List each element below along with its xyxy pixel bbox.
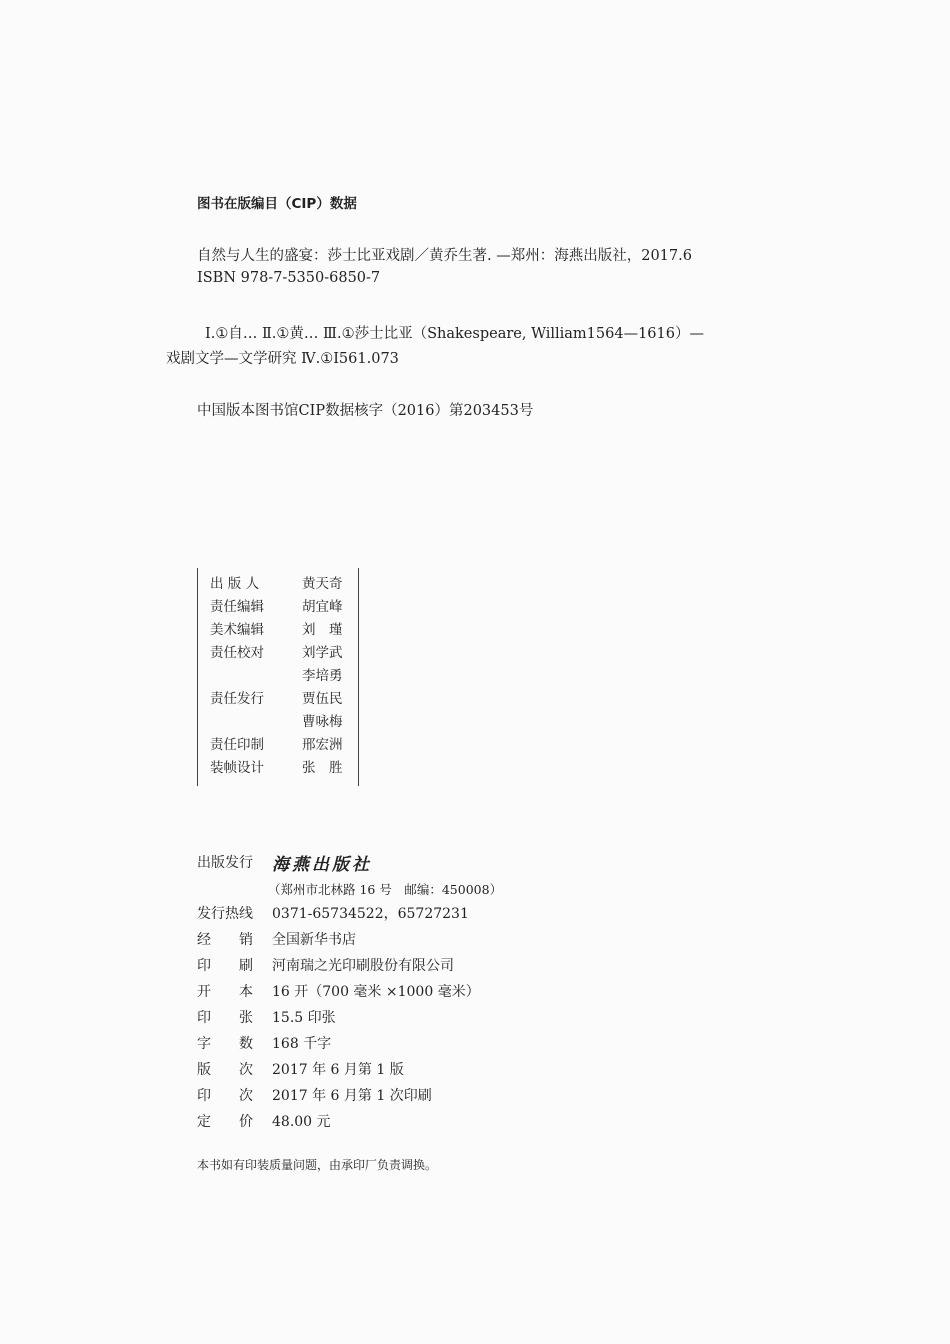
credit-role: 责任发行 [210, 691, 264, 707]
cip-title-line: 自然与人生的盛宴：莎士比亚戏剧／黄乔生著. —郑州：海燕出版社，2017.6 [197, 248, 692, 264]
imprint-value: 全国新华书店 [272, 932, 356, 948]
imprint-label: 印 刷 [197, 958, 253, 974]
publisher-logo: 海燕出版社 [272, 855, 372, 875]
cip-classification-line-continued: 戏剧文学—文学研究 Ⅳ.①I561.073 [166, 351, 399, 367]
imprint-value: 0371-65734522，65727231 [272, 906, 469, 922]
credit-row [210, 735, 356, 755]
credit-name: 黄天奇 [302, 576, 343, 592]
credit-row [210, 666, 356, 686]
credit-name: 张 胜 [302, 760, 343, 776]
imprint-label: 经 销 [197, 932, 253, 948]
imprint-label: 定 价 [197, 1114, 253, 1130]
imprint-value: 168 千字 [272, 1036, 332, 1052]
publisher-label: 出版发行 [197, 855, 253, 871]
credit-role: 美术编辑 [210, 622, 264, 638]
credit-role: 装帧设计 [210, 760, 264, 776]
publisher-address: （郑州市北林路 16 号 邮编：450008） [268, 882, 503, 897]
credit-row [210, 620, 356, 640]
imprint-value: 2017 年 6 月第 1 版 [272, 1062, 404, 1078]
imprint-value: 16 开（700 毫米 ×1000 毫米） [272, 984, 480, 1000]
credit-row [210, 597, 356, 617]
cip-classification-line: Ⅰ.①自… Ⅱ.①黄… Ⅲ.①莎士比亚（Shakespeare, William1564—1616）— [205, 326, 704, 342]
imprint-label: 印 次 [197, 1088, 253, 1104]
imprint-label: 发行热线 [197, 906, 253, 922]
credit-name: 曹咏梅 [302, 714, 343, 730]
credit-name: 刘 瑾 [302, 622, 343, 638]
cip-isbn-line: ISBN 978-7-5350-6850-7 [197, 270, 381, 286]
credit-name: 邢宏洲 [302, 737, 343, 753]
imprint-value: 15.5 印张 [272, 1010, 336, 1026]
imprint-label: 开 本 [197, 984, 253, 1000]
cip-heading: 图书在版编目（CIP）数据 [197, 196, 357, 212]
credit-row [210, 643, 356, 663]
imprint-label: 字 数 [197, 1036, 253, 1052]
credit-role: 出 版 人 [210, 576, 260, 592]
credit-name: 李培勇 [302, 668, 343, 684]
credit-row [210, 712, 356, 732]
credit-name: 刘学武 [302, 645, 343, 661]
credits-box [197, 568, 359, 786]
credit-row [210, 758, 356, 778]
imprint-value: 2017 年 6 月第 1 次印刷 [272, 1088, 432, 1104]
credit-role: 责任编辑 [210, 599, 264, 615]
credit-name: 贾伍民 [302, 691, 343, 707]
credit-role: 责任校对 [210, 645, 264, 661]
imprint-label: 印 张 [197, 1010, 253, 1026]
footer-note: 本书如有印装质量问题，由承印厂负责调换。 [197, 1158, 438, 1172]
credit-name: 胡宜峰 [302, 599, 343, 615]
credit-row [210, 689, 356, 709]
credit-role: 责任印制 [210, 737, 264, 753]
imprint-value: 河南瑞之光印刷股份有限公司 [272, 958, 454, 974]
credit-row [210, 574, 356, 594]
imprint-value: 48.00 元 [272, 1114, 331, 1130]
cip-record-number: 中国版本图书馆CIP数据核字（2016）第203453号 [197, 403, 534, 419]
imprint-label: 版 次 [197, 1062, 253, 1078]
